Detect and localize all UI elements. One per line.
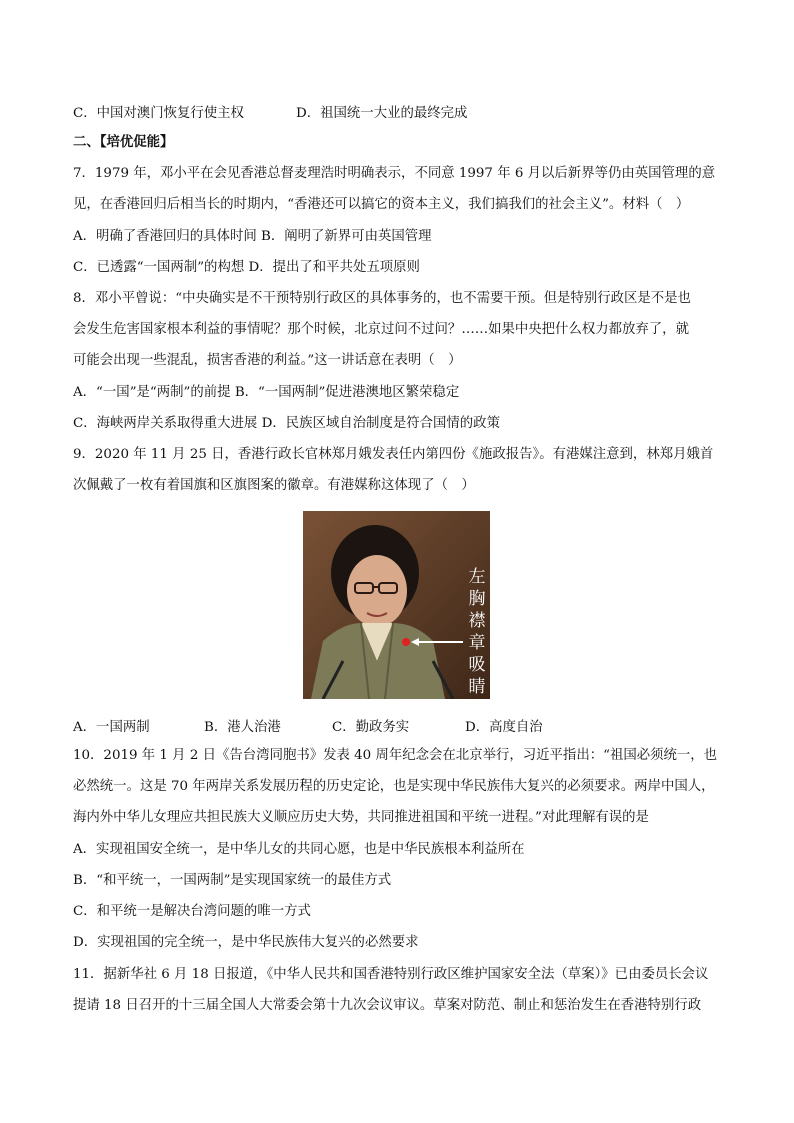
option-d[interactable]: D．祖国统一大业的最终完成 xyxy=(296,106,468,121)
question-10-option-a[interactable]: A．实现祖国安全统一，是中华儿女的共同心愿，也是中华民族根本利益所在 xyxy=(73,842,525,857)
section-heading: 二、【培优促能】 xyxy=(73,135,174,150)
photo-caption-char-3: 襟 xyxy=(468,611,486,631)
photo-caption-char-6: 睛 xyxy=(468,677,486,697)
question-7-options-cd[interactable]: C．已透露“一国两制”的构想 D．提出了和平共处五项原则 xyxy=(73,260,420,275)
question-10-stem-line3: 海内外中华儿女理应共担民族大义顺应历史大势，共同推进祖国和平统一进程。”对此理解有误的是 xyxy=(73,810,649,825)
photo-caption-char-2: 胸 xyxy=(468,589,486,609)
question-9-stem-line1: 9．2020 年 11 月 25 日，香港行政长官林郑月娥发表任内第四份《施政报告》。有港媒注意到，林郑月娥首 xyxy=(73,447,714,462)
option-c[interactable]: C．勤政务实 xyxy=(332,720,410,735)
question-8-stem-line1: 8．邓小平曾说：“中央确实是不干预特别行政区的具体事务的，也不需要干预。但是特别行政区是不是也 xyxy=(73,291,691,306)
question-10-option-d[interactable]: D．实现祖国的完全统一，是中华民族伟大复兴的必然要求 xyxy=(73,935,419,950)
question-11-stem-line2: 提请 18 日召开的十三届全国人大常委会第十九次会议审议。草案对防范、制止和惩治发生在香港特别行政 xyxy=(73,998,702,1013)
question-8-stem-line2: 会发生危害国家根本利益的事情呢？那个时候，北京过问不过问？……如果中央把什么权力都放弃了，就 xyxy=(73,322,689,337)
question-10-option-b[interactable]: B．“和平统一，一国两制”是实现国家统一的最佳方式 xyxy=(73,873,392,888)
option-a[interactable]: A．一国两制 xyxy=(73,720,150,735)
question-7-stem-line2: 见，在香港回归后相当长的时期内，“香港还可以搞它的资本主义，我们搞我们的社会主义”。材料（ ） xyxy=(73,197,690,212)
option-d[interactable]: D．高度自治 xyxy=(465,720,543,735)
photo-caption-char-1: 左 xyxy=(468,567,486,587)
photo-caption xyxy=(466,566,488,698)
question-8-stem-line3: 可能会出现一些混乱，损害香港的利益。”这一讲话意在表明（ ） xyxy=(73,353,462,368)
question-10-option-c[interactable]: C．和平统一是解决台湾问题的唯一方式 xyxy=(73,904,311,919)
question-10-stem-line1: 10．2019 年 1 月 2 日《告台湾同胞书》发表 40 周年纪念会在北京举行，习近平指出：“祖国必须统一，也 xyxy=(73,748,718,763)
question-7-stem-line1: 7．1979 年，邓小平在会见香港总督麦理浩时明确表示，不同意 1997 年 6 月以后新界等仍由英国管理的意 xyxy=(73,166,716,181)
option-b[interactable]: B．港人治港 xyxy=(204,720,281,735)
question-9-photo xyxy=(303,511,490,699)
speaker-portrait-illustration xyxy=(303,511,490,699)
question-8-options-cd[interactable]: C．海峡两岸关系取得重大进展 D．民族区域自治制度是符合国情的政策 xyxy=(73,416,500,431)
question-9-stem-line2: 次佩戴了一枚有着国旗和区旗图案的徽章。有港媒称这体现了（ ） xyxy=(73,478,475,493)
photo-caption-char-4: 章 xyxy=(468,633,486,653)
question-7-options-ab[interactable]: A．明确了香港回归的具体时间 B．阐明了新界可由英国管理 xyxy=(73,229,432,244)
question-11-stem-line1: 11．据新华社 6 月 18 日报道，《中华人民共和国香港特别行政区维护国家安全法（草案）》已由委员长会议 xyxy=(73,967,709,982)
option-c[interactable]: C．中国对澳门恢复行使主权 xyxy=(73,106,244,121)
question-8-options-ab[interactable]: A．“一国”是“两制”的前提 B．“一国两制”促进港澳地区繁荣稳定 xyxy=(73,385,460,400)
photo-caption-char-5: 吸 xyxy=(468,655,486,675)
question-10-stem-line2: 必然统一。这是 70 年两岸关系发展历程的历史定论，也是实现中华民族伟大复兴的必须要求。两岸中国人， xyxy=(73,779,715,794)
